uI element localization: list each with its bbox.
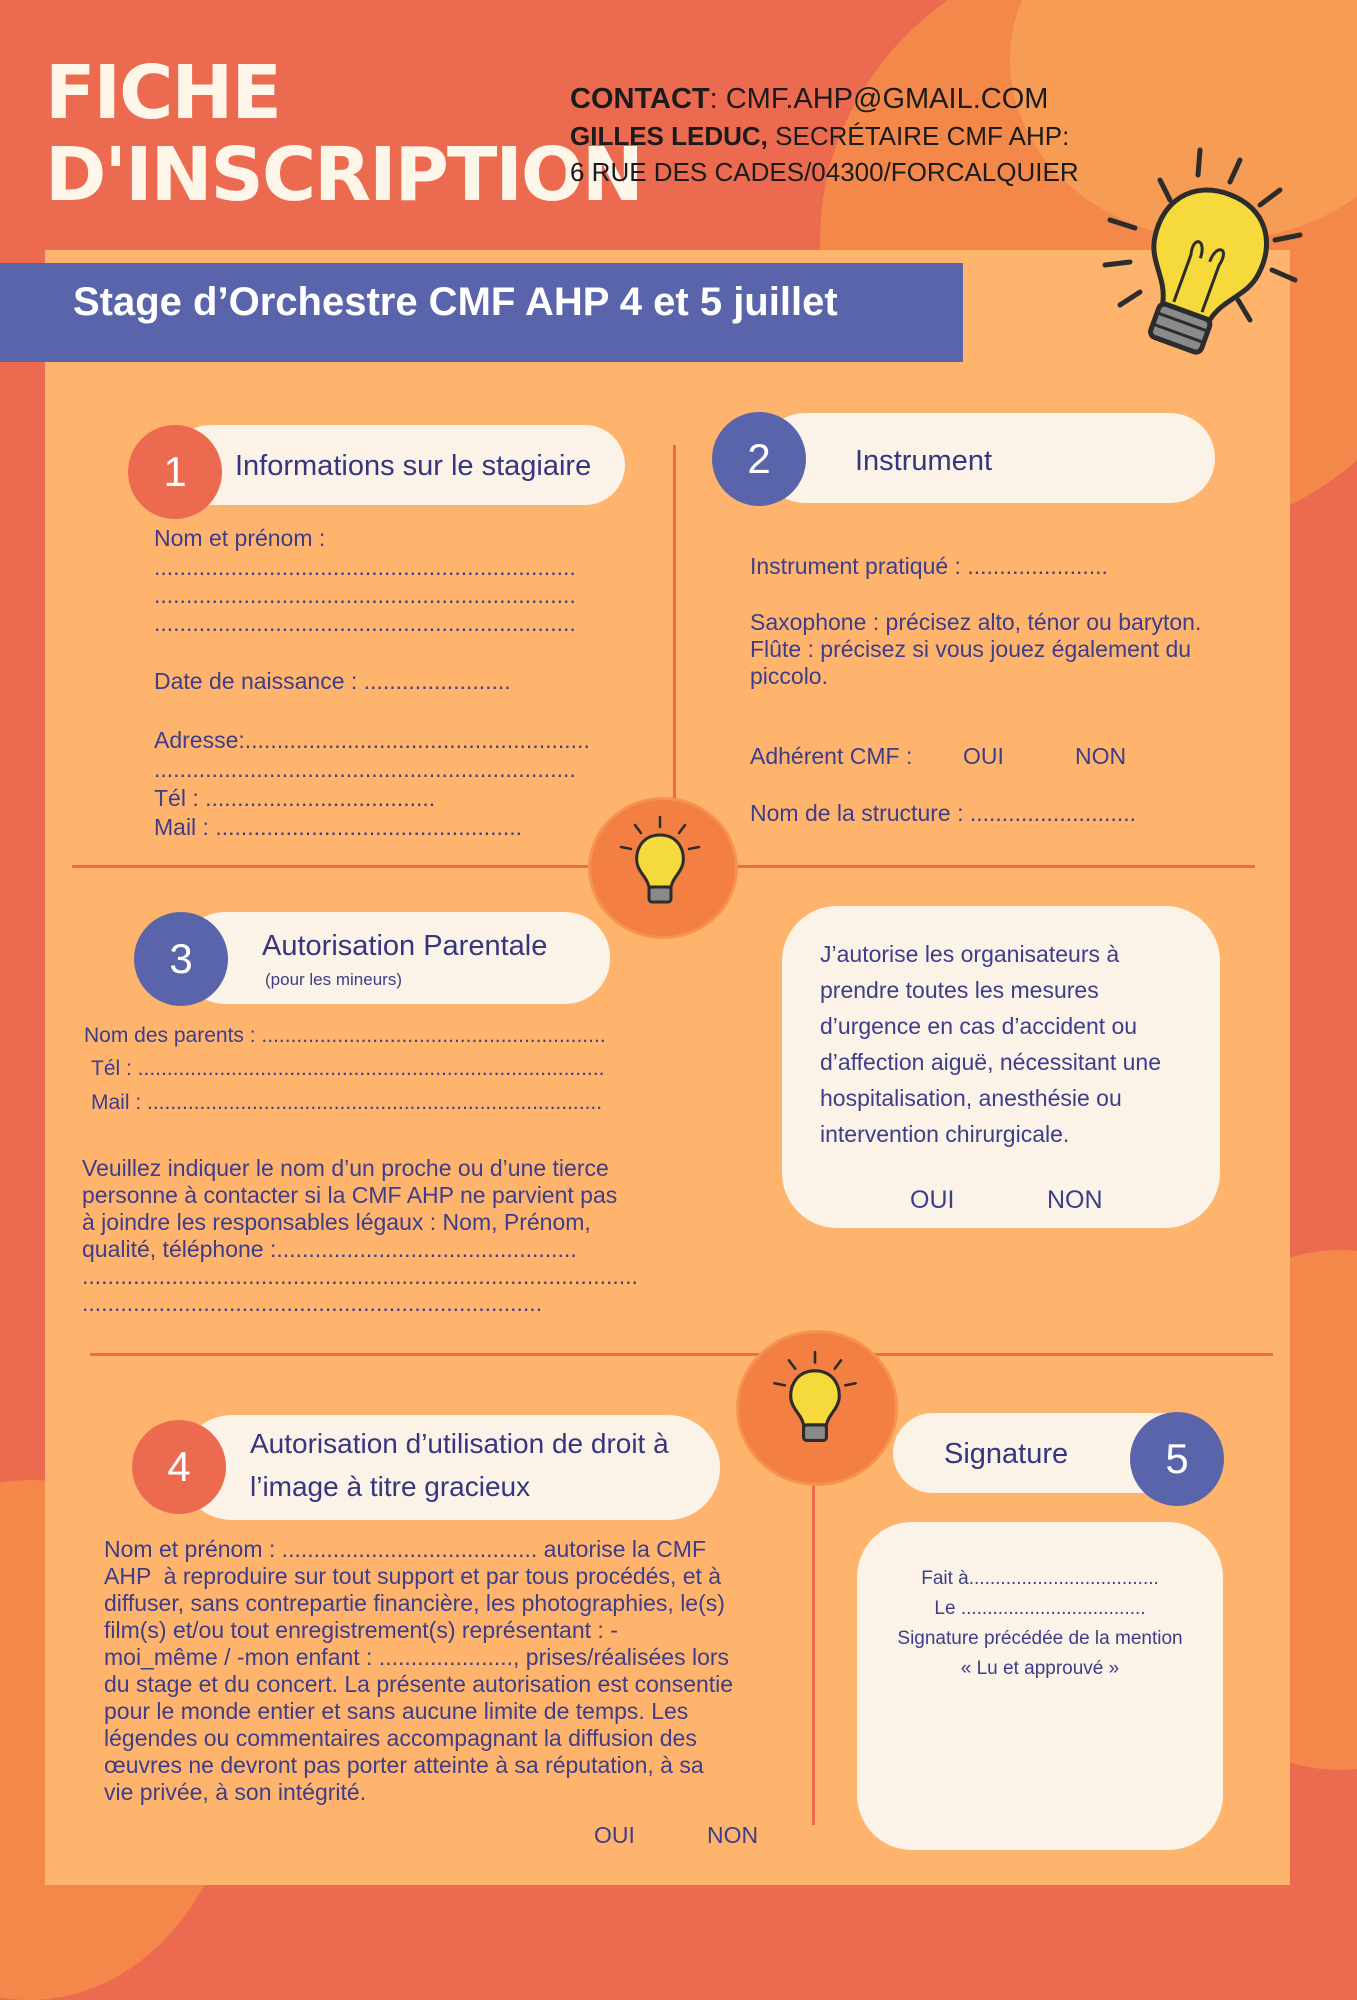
consent-text: d’urgence en cas d’accident ou <box>820 1013 1138 1039</box>
page-title <box>45 52 642 216</box>
section-5-title: Signature <box>944 1438 1069 1470</box>
parents-mail-field[interactable]: Mail : .............................................................................. <box>91 1091 603 1114</box>
image-rights-text: diffuser, sans contrepartie financière, les photographies, le(s) <box>104 1590 725 1616</box>
image-rights-non-option[interactable]: NON <box>707 1822 759 1848</box>
secretary-name: GILLES LEDUC, <box>570 121 768 151</box>
consent-text: d’affection aiguë, nécessitant une <box>820 1049 1161 1075</box>
parents-tel-field[interactable]: Tél : ................................................................................ <box>91 1057 605 1080</box>
saxophone-note: Saxophone : précisez alto, ténor ou baryton. <box>750 609 1202 635</box>
section-4-title-cont: l’image à titre gracieux <box>250 1471 531 1502</box>
secretary-role: SECRÉTAIRE CMF AHP: <box>767 121 1070 151</box>
section-1-number: 1 <box>128 425 222 519</box>
image-rights-text: du stage et du concert. La présente autorisation est consentie <box>104 1671 734 1697</box>
emergency-contact-text: personne à contacter si la CMF AHP ne parvient pas <box>82 1182 618 1208</box>
signature-place-field[interactable]: Fait à.................................... <box>921 1568 1159 1589</box>
title-line-2: D'INSCRIPTION <box>45 132 642 218</box>
signature-mention: Signature précédée de la mention <box>897 1628 1183 1649</box>
image-rights-text: légendes ou commentaires accompagnant la diffusion des <box>104 1725 697 1751</box>
parents-field[interactable]: Nom des parents : ........................................................... <box>84 1024 606 1047</box>
lightbulb-icon <box>1090 140 1320 380</box>
flute-note: Flûte : précisez si vous jouez également du <box>750 636 1192 662</box>
section-3-subtitle: (pour les mineurs) <box>265 970 402 989</box>
emergency-contact-text: Veuillez indiquer le nom d’un proche ou d’une tierce <box>82 1155 609 1181</box>
signature-mention-cont: « Lu et approuvé » <box>960 1658 1120 1679</box>
consent-text: J’autorise les organisateurs à <box>820 941 1120 967</box>
adherent-label: Adhérent CMF : <box>750 743 913 769</box>
section-3-title: Autorisation Parentale <box>262 930 548 962</box>
image-rights-text: AHP à reproduire sur tout support et par tous procédés, et à <box>104 1563 722 1589</box>
image-rights-oui-option[interactable]: OUI <box>594 1822 635 1848</box>
emergency-contact-line[interactable]: ........................................................................ <box>82 1290 543 1316</box>
contact-block <box>570 80 1079 190</box>
section-1-title: Informations sur le stagiaire <box>235 450 592 482</box>
address-field[interactable]: Adresse:...................................................... <box>154 727 590 753</box>
emergency-contact-text: à joindre les responsables légaux : Nom, Prénom, <box>82 1209 591 1235</box>
section-4-title: Autorisation d’utilisation de droit à <box>250 1428 669 1459</box>
consent-non-option[interactable]: NON <box>1047 1186 1103 1214</box>
image-rights-text: vie privée, à son intégrité. <box>104 1779 367 1805</box>
adherent-non-option[interactable]: NON <box>1075 743 1127 769</box>
address-line-2[interactable]: .................................................................. <box>154 756 576 782</box>
consent-text: hospitalisation, anesthésie ou <box>820 1085 1122 1111</box>
consent-text: prendre toutes les mesures <box>820 977 1099 1003</box>
emergency-contact-field[interactable]: qualité, téléphone :............................................... <box>82 1236 577 1262</box>
image-rights-text: film(s) et/ou tout enregistrement(s) représentant : - <box>104 1617 618 1643</box>
structure-field[interactable]: Nom de la structure : .......................... <box>750 800 1137 826</box>
lightbulb-icon <box>615 815 705 915</box>
event-banner-text: Stage d’Orchestre CMF AHP 4 et 5 juillet <box>73 280 838 324</box>
lightbulb-icon <box>768 1350 862 1454</box>
section-4-number: 4 <box>132 1420 226 1514</box>
image-rights-text: pour le monde entier et sans aucune limite de temps. Les <box>104 1698 689 1724</box>
image-rights-text: moi_même / -mon enfant : ....................., prises/réalisées lors <box>104 1644 730 1670</box>
birth-date-field[interactable]: Date de naissance : ....................... <box>154 668 511 694</box>
section-2-title: Instrument <box>855 445 992 477</box>
image-rights-field[interactable]: Nom et prénom : ........................................ autorise la CMF <box>104 1536 706 1562</box>
instrument-field[interactable]: Instrument pratiqué : ...................... <box>750 553 1108 579</box>
name-label: Nom et prénom : <box>154 525 326 551</box>
name-line-3[interactable]: .................................................................. <box>154 610 576 636</box>
section-3-number: 3 <box>134 912 228 1006</box>
title-line-1: FICHE <box>45 50 280 136</box>
contact-label: CONTACT <box>570 83 710 115</box>
image-rights-text: œuvres ne devront pas porter atteinte à sa réputation, à sa <box>104 1752 704 1778</box>
emergency-contact-line[interactable]: ....................................................................................... <box>82 1263 638 1289</box>
consent-oui-option[interactable]: OUI <box>910 1186 955 1214</box>
postal-address: 6 RUE DES CADES/04300/FORCALQUIER <box>570 157 1079 187</box>
adherent-oui-option[interactable]: OUI <box>963 743 1004 769</box>
divider-horizontal <box>90 1353 1273 1356</box>
name-line-2[interactable]: .................................................................. <box>154 582 576 608</box>
name-line-1[interactable]: .................................................................. <box>154 554 576 580</box>
section-5-number: 5 <box>1130 1412 1224 1506</box>
section-2-number: 2 <box>712 412 806 506</box>
signature-date-field[interactable]: Le ................................... <box>934 1598 1146 1619</box>
flute-note-cont: piccolo. <box>750 663 828 689</box>
tel-field[interactable]: Tél : .................................... <box>154 785 436 811</box>
contact-email[interactable]: : CMF.AHP@GMAIL.COM <box>709 83 1049 115</box>
consent-text: intervention chirurgicale. <box>820 1121 1070 1147</box>
mail-field[interactable]: Mail : ................................................ <box>154 814 523 840</box>
